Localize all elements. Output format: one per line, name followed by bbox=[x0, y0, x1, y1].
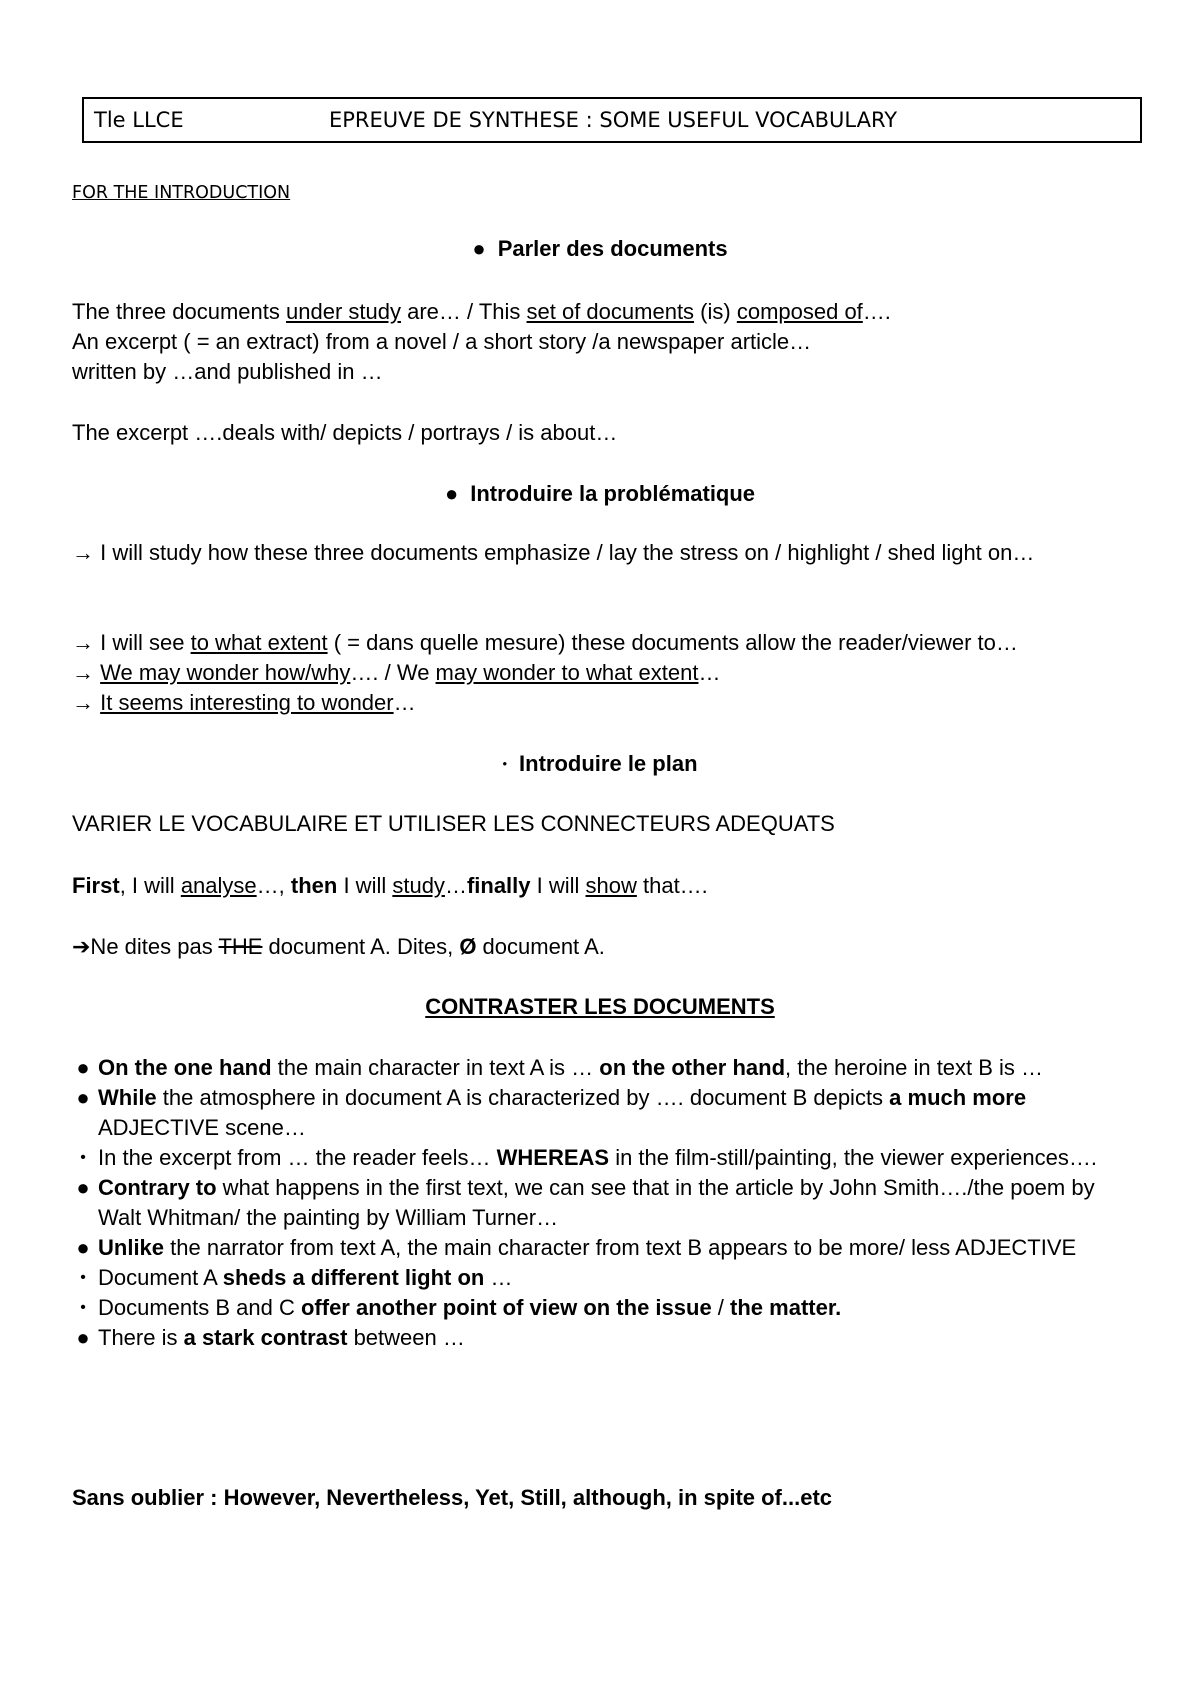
paragraph-documents bbox=[72, 297, 1152, 387]
text-line: The three documents under study are… / This set of documents (is) composed of…. bbox=[72, 299, 891, 324]
text-line: VARIER LE VOCABULAIRE ET UTILISER LES CONNECTEURS ADEQUATS bbox=[72, 811, 835, 836]
text-line: written by …and published in … bbox=[72, 359, 383, 384]
bullet-icon: ● bbox=[76, 1175, 90, 1200]
bullet-icon: • bbox=[502, 756, 508, 771]
connectors-footer: Sans oublier : However, Nevertheless, Yet, Still, although, in spite of...etc bbox=[72, 1485, 833, 1510]
bullet-icon: • bbox=[80, 1269, 86, 1286]
list-item: • Document A sheds a different light on … bbox=[72, 1263, 1132, 1293]
text-line: → I will study how these three documents emphasize / lay the stress on / highlight / shed light on… bbox=[72, 540, 1035, 565]
paragraph-problematique bbox=[72, 628, 1152, 718]
bullet-icon: • bbox=[80, 1299, 86, 1316]
bullet-icon: ● bbox=[472, 236, 486, 261]
class-label: Tle LLCE bbox=[94, 108, 184, 132]
section-heading-contraster: CONTRASTER LES DOCUMENTS bbox=[425, 994, 775, 1019]
document-title: EPREUVE DE SYNTHESE : SOME USEFUL VOCABULARY bbox=[329, 108, 898, 132]
bullet-icon: ● bbox=[76, 1325, 90, 1350]
section-heading-problematique: ● Introduire la problématique bbox=[444, 481, 756, 506]
list-item: • Documents B and C offer another point of view on the issue / the matter. bbox=[72, 1293, 1132, 1323]
text-line: ➔Ne dites pas THE document A. Dites, Ø document A. bbox=[72, 934, 605, 959]
bullet-icon: ● bbox=[76, 1235, 90, 1260]
bullet-icon: • bbox=[80, 1149, 86, 1166]
list-item: • In the excerpt from … the reader feels… WHEREAS in the film-still/painting, the viewer experiences…. bbox=[72, 1143, 1132, 1173]
section-heading-documents: ● Parler des documents bbox=[472, 236, 728, 261]
list-item: ● While the atmosphere in document A is characterized by …. document B depicts a much more ADJECTIVE scene… bbox=[72, 1083, 1132, 1143]
list-item: ● There is a stark contrast between … bbox=[72, 1323, 1132, 1353]
list-item: ● Unlike the narrator from text A, the main character from text B appears to be more/ less ADJECTIVE bbox=[72, 1233, 1132, 1263]
text-line: The excerpt ….deals with/ depicts / portrays / is about… bbox=[72, 420, 618, 445]
section-heading-plan: • Introduire le plan bbox=[502, 751, 698, 776]
bullet-icon: ● bbox=[76, 1085, 90, 1110]
list-item: ● On the one hand the main character in text A is … on the other hand, the heroine in text B is … bbox=[72, 1053, 1132, 1083]
text-line: → We may wonder how/why…. / We may wonder to what extent… bbox=[72, 660, 721, 685]
bullet-icon: ● bbox=[76, 1055, 90, 1080]
intro-heading: FOR THE INTRODUCTION bbox=[72, 183, 291, 203]
title-box bbox=[82, 97, 1142, 143]
text-line: → It seems interesting to wonder… bbox=[72, 690, 416, 715]
list-item: ● Contrary to what happens in the first text, we can see that in the article by John Smith…./the poem by Walt Whitman/ the painting by William Turner… bbox=[72, 1173, 1132, 1233]
text-line: → I will see to what extent ( = dans quelle mesure) these documents allow the reader/viewer to… bbox=[72, 630, 1018, 655]
text-line: An excerpt ( = an extract) from a novel / a short story /a newspaper article… bbox=[72, 329, 812, 354]
contrast-list bbox=[72, 1053, 1132, 1353]
bullet-icon: ● bbox=[444, 481, 459, 506]
text-line: First, I will analyse…, then I will study…finally I will show that…. bbox=[72, 873, 708, 898]
